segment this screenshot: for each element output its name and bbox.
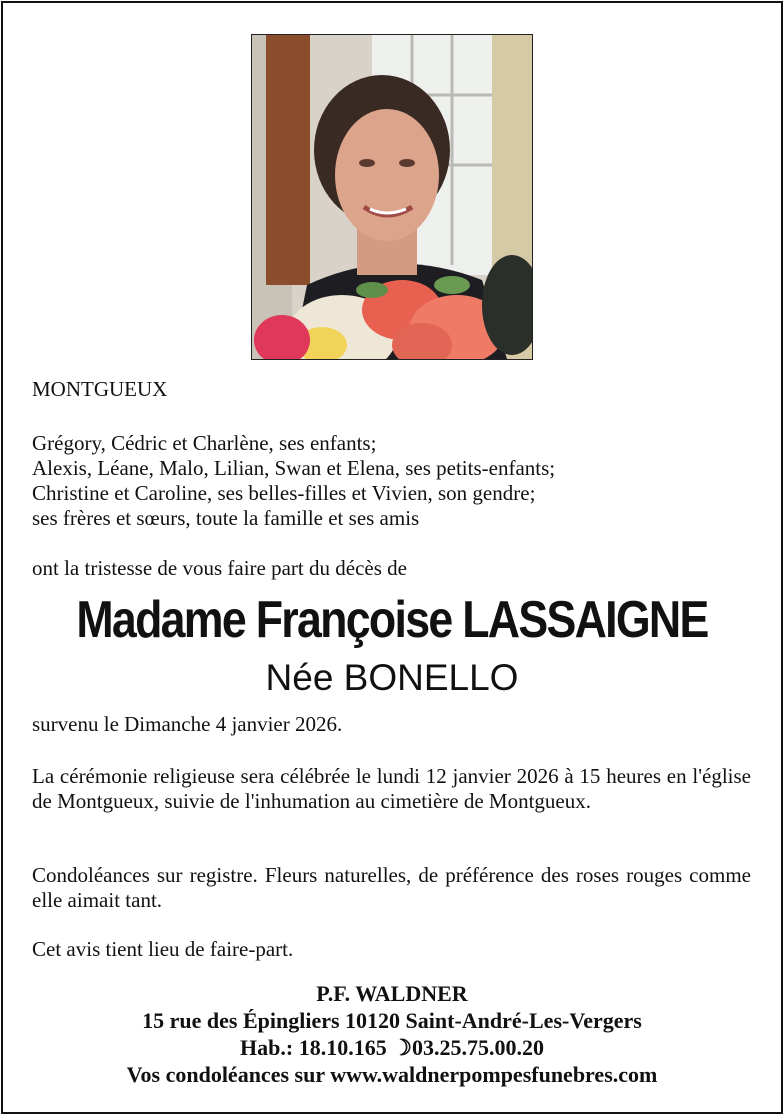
funeral-home-name: P.F. WALDNER bbox=[316, 981, 468, 1006]
notice-statement: Cet avis tient lieu de faire-part. bbox=[32, 937, 294, 961]
condolences-info: Condoléances sur registre. Fleurs naturelles, de préférence des roses rouges comme elle aimait tant. bbox=[32, 863, 751, 912]
family-line: Grégory, Cédric et Charlène, ses enfants; bbox=[32, 431, 377, 455]
funeral-home-address: 15 rue des Épingliers 10120 Saint-André-Les-Vergers bbox=[142, 1008, 642, 1033]
family-line: Alexis, Léane, Malo, Lilian, Swan et Elena, ses petits-enfants; bbox=[32, 456, 556, 480]
funeral-home-contact bbox=[0, 1034, 784, 1061]
maiden-name: Née BONELLO bbox=[265, 657, 519, 698]
phone-number[interactable]: 03.25.75.00.20 bbox=[411, 1035, 544, 1060]
ceremony-details: La cérémonie religieuse sera célébrée le lundi 12 janvier 2026 à 15 heures en l'église de Montgueux, suivie de l'inhumation au cimetière de Montgueux. bbox=[32, 764, 751, 813]
announcement: ont la tristesse de vous faire part du décès de bbox=[32, 556, 407, 580]
portrait-photo bbox=[251, 34, 533, 360]
condolence-website[interactable]: Vos condoléances sur www.waldnerpompesfunebres.com bbox=[126, 1062, 658, 1087]
family-list bbox=[32, 431, 751, 531]
location: MONTGUEUX bbox=[32, 377, 168, 401]
habilitation-number: Hab.: 18.10.165 bbox=[240, 1035, 387, 1060]
family-line: Christine et Caroline, ses belles-filles et Vivien, son gendre; bbox=[32, 481, 536, 505]
deceased-name: Madame Françoise LASSAIGNE bbox=[76, 591, 708, 649]
phone-handset-icon: ☽ bbox=[392, 1035, 412, 1060]
family-line: ses frères et sœurs, toute la famille et ses amis bbox=[32, 506, 420, 530]
date-of-death: survenu le Dimanche 4 janvier 2026. bbox=[32, 712, 343, 736]
funeral-home-footer bbox=[0, 980, 784, 1088]
